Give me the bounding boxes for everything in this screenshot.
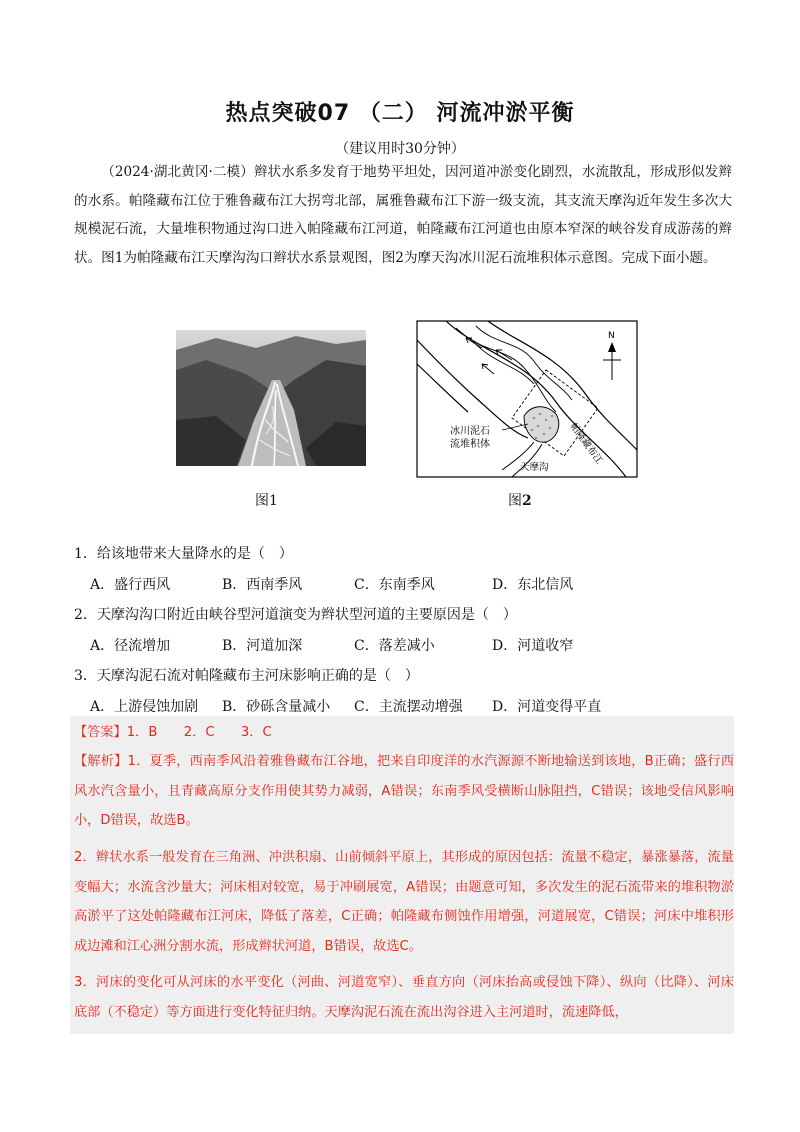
analysis-paragraph-1 bbox=[74, 747, 734, 836]
q1-option-d[interactable]: D．东北信风 bbox=[492, 577, 574, 593]
analysis-label: 【解析】 bbox=[74, 754, 128, 769]
answer-label: 【答案】 bbox=[74, 725, 127, 740]
q2-option-c[interactable]: C．落差减小 bbox=[354, 638, 435, 654]
q1-option-b[interactable]: B．西南季风 bbox=[222, 577, 303, 593]
question-3-options bbox=[90, 696, 730, 718]
question-3-stem: 3．天摩沟泥石流对帕隆藏布主河床影响正确的是（ ） bbox=[74, 668, 419, 684]
q2-option-d[interactable]: D．河道收窄 bbox=[492, 638, 574, 654]
q2-option-b[interactable]: B．河道加深 bbox=[222, 638, 303, 654]
north-label: N bbox=[608, 331, 615, 341]
question-1-options bbox=[90, 574, 730, 596]
deposit-label-line2: 流堆积体 bbox=[450, 439, 490, 450]
question-1-stem: 1．给该地带来大量降水的是（ ） bbox=[74, 546, 293, 562]
answer-text: 1．B 2．C 3．C bbox=[126, 725, 272, 740]
question-2-stem: 2．天摩沟沟口附近由峡谷型河道演变为辫状型河道的主要原因是（ ） bbox=[74, 607, 517, 623]
river-name-label: 帕隆藏布江 bbox=[567, 421, 605, 467]
q3-option-d[interactable]: D．河道变得平直 bbox=[492, 699, 602, 715]
answer-line bbox=[74, 718, 734, 748]
debris-flow-schematic bbox=[416, 320, 638, 478]
q3-option-c[interactable]: C．主流摆动增强 bbox=[354, 699, 463, 715]
question-intro: （2024·湖北黄冈·二模）辫状水系多发育于地势平坦处，因河道冲淤变化剧烈，水流散乱，形成形似发辫的水系。帕隆藏布江位于雅鲁藏布江大拐弯北部，属雅鲁藏布江下游一级支流，其支流天摩沟近年发生多次大规模泥石流，大量堆积物通过沟口进入帕隆藏布江河道，帕隆藏布江河道也由原本窄深的峡谷发育成游荡的辫状。图1为帕隆藏布江天摩沟沟口辫状水系景观图，图2为摩天沟冰川泥石流堆积体示意图。完成下面小题。 bbox=[74, 164, 732, 266]
q3-option-b[interactable]: B．砂砾含量减小 bbox=[222, 699, 331, 715]
figure2-caption-number: 2 bbox=[522, 493, 532, 509]
q2-option-a[interactable]: A．径流增加 bbox=[90, 638, 171, 654]
analysis-paragraph-3: 3．河床的变化可从河床的水平变化（河曲、河道宽窄）、垂直方向（河床抬高或侵蚀下降）、纵向（比降）、河床底部（不稳定）等方面进行变化特征归纳。天摩沟泥石流在流出沟谷进入主河道时，流速降低， bbox=[74, 975, 734, 1020]
question-2-options bbox=[90, 635, 730, 657]
braided-river-photo bbox=[176, 330, 366, 466]
q1-option-c[interactable]: C．东南季风 bbox=[354, 577, 435, 593]
page-title: 热点突破07 （二） 河流冲淤平衡 bbox=[225, 101, 575, 126]
figure2-caption bbox=[508, 490, 532, 510]
gully-label: 天摩沟 bbox=[520, 462, 549, 473]
suggested-time: （建议用时30分钟） bbox=[335, 141, 465, 157]
analysis-text-1: 1．夏季，西南季风沿着雅鲁藏布江谷地，把来自印度洋的水汽源源不断地输送到该地，B正确；盛行西风水汽含量小，且青藏高原分支作用使其势力减弱，A错误；东南季风受横断山脉阻挡，C错误；该地受信风影响小，D错误，故选B。 bbox=[74, 754, 734, 828]
deposit-label-line1: 冰川泥石 bbox=[450, 426, 490, 437]
figure2-caption-prefix: 图 bbox=[508, 493, 522, 509]
q1-option-a[interactable]: A．盛行西风 bbox=[90, 577, 171, 593]
q3-option-a[interactable]: A．上游侵蚀加剧 bbox=[90, 699, 199, 715]
analysis-paragraph-2: 2．辫状水系一般发育在三角洲、冲洪积扇、山前倾斜平原上，其形成的原因包括：流量不稳定，暴涨暴落，流量变幅大；水流含沙量大；河床相对较宽，易于冲刷展宽，A错误；由题意可知，多次发生的泥石流带来的堆积物淤高淤平了这处帕隆藏布江河床，降低了落差，C正确；帕隆藏布侧蚀作用增强，河道展宽，C错误；河床中堆积形成边滩和江心洲分割水流，形成辫状河道，B错误，故选C。 bbox=[74, 850, 734, 954]
figure1-caption: 图1 bbox=[255, 493, 278, 509]
